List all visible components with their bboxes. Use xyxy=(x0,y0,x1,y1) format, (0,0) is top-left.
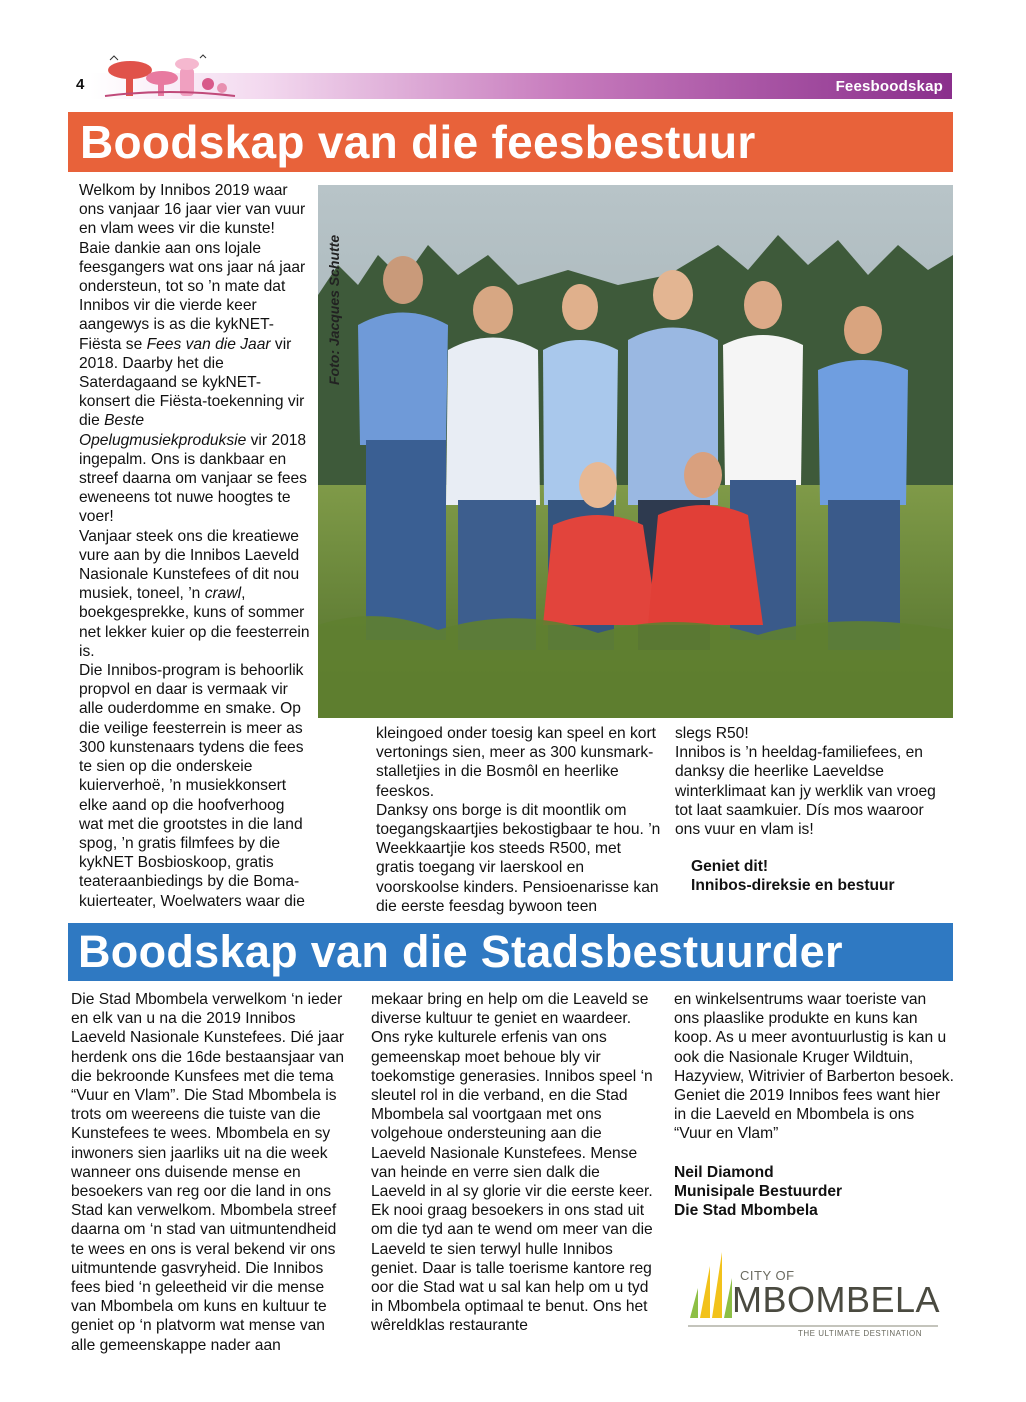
signoff-line: Geniet dit! xyxy=(691,858,769,876)
paragraph: slegs R50! xyxy=(675,725,749,742)
signoff-line: Munisipale Bestuurder xyxy=(674,1182,843,1200)
paragraph: Welkom by Innibos 2019 waar ons vanjaar 16 jaar vier van vuur en vlam wees vir die kunste! xyxy=(79,182,306,238)
paragraph: Ek nooi graag besoekers in ons stad uit om die tyd aan te wend om meer van die Laeveld te sien terwyl hulle Innibos geniet. Daar is talle toerisme kantore reg oor die Stad wat u sal kan help om u tyd in Mbombela optimaal te benut. Ons het wêreldklas restaurante xyxy=(371,1202,653,1335)
logo-tagline: THE ULTIMATE DESTINATION xyxy=(798,1329,923,1338)
signoff-line: Die Stad Mbombela xyxy=(674,1202,818,1220)
paragraph: Baie dankie aan ons lojale feesgangers wat ons jaar ná jaar ondersteun, tot so ’n mate dat Innibos vir die vierde keer aangewys is as die kykNET-Fiësta se Fees van die Jaar vir 2018. Daarby het die Saterdagaand se kykNET-konsert die Fiësta-toekenning vir die Beste Opelugmusiekproduksie vir 2018 ingepalm. Ons is dankbaar en streef daarna om vanjaar se fees eweneens tot nuwe hoogtes te voer! xyxy=(79,239,307,526)
section-label: Feesboodskap xyxy=(835,78,943,95)
article2-column-1 xyxy=(71,990,353,1355)
paragraph: Vanjaar steek ons die kreatiewe vure aan by die Innibos Laeveld Nasionale Kunstefees of dit nou musiek, toneel, ’n crawl, boekgesprekke, kuns of sommer net lekker kuier op die feesterrein is. xyxy=(79,527,310,660)
article-heading-feesbestuur: Boodskap van die feesbestuur xyxy=(68,112,953,172)
photo-credit: Foto: Jacques Schutte xyxy=(326,234,342,385)
page-number: 4 xyxy=(76,76,85,93)
paragraph: mekaar bring en help om die Leaveld se diverse kultuur te geniet en waardeer. Ons ryke kulturele erfenis van ons gemeenskap moet behoue bly vir toekomstige generasies. Innibos speel ‘n sleutel rol in die verband, en die Stad Mbombela sal voortgaan met ons volgehoue ondersteuning aan die Laeveld Nasionale Kunstefees. Mense van heinde en verre sien dalk die Laeveld in al sy glorie vir die eerste keer. xyxy=(371,991,653,1201)
city-of-mbombela-logo xyxy=(688,1248,948,1342)
article1-column-1 xyxy=(79,181,312,911)
signoff-line: Innibos-direksie en bestuur xyxy=(691,877,895,895)
paragraph: Die Innibos-program is behoorlik propvol en daar is vermaak vir alle ouderdomme en smake. Op die veilige feesterrein is meer as 300 kunstenaars tydens die fees te sien op die onderskeie kuierverhoë, ’n musiekkonsert elke aand op die hoofverhoog wat met die grootstes in die land spog, ’n gratis filmfees by die kykNET Bosbioskoop, gratis teateraanbiedings by die Boma-kuierteater, Woelwaters waar die xyxy=(79,662,305,910)
paragraph: Innibos is ’n heeldag-familiefees, en danksy die heerlike Laeveldse winterklimaat kan jy werklik van vroeg tot laat saamkuier. Dís mos waaroor ons vuur en vlam is! xyxy=(675,744,936,839)
article2-column-2 xyxy=(371,990,656,1336)
festival-logo-illustration xyxy=(100,48,240,100)
signoff-line: Neil Diamond xyxy=(674,1163,774,1181)
article-heading-stadsbestuurder: Boodskap van die Stadsbestuurder xyxy=(68,923,953,981)
paragraph: en winkelsentrums waar toeriste van ons plaaslike produkte en kuns kan koop. As u meer avontuurlustig is kan u ook die Nasionale Kruger Wildtuin, Hazyview, Witrivier of Barberton besoek. xyxy=(674,991,954,1085)
paragraph: Danksy ons borge is dit moontlik om toegangskaartjies bekostigbaar te hou. ’n Weekkaartjie kos steeds R500, met gratis toegang vir laerskool en voorskoolse kinders. Pensioenarisse kan die eerste feesdag bywoon teen xyxy=(376,801,661,915)
logo-city-of: CITY OF xyxy=(740,1268,795,1283)
logo-name: MBOMBELA xyxy=(732,1279,941,1320)
article1-column-2 xyxy=(376,724,661,916)
group-photo xyxy=(318,185,953,718)
paragraph: kleingoed onder toesig kan speel en kort vertonings sien, meer as 300 kunsmark-stalletjies in die Bosmôl en heerlike feeskos. xyxy=(376,725,657,800)
article2-column-3 xyxy=(674,990,954,1220)
paragraph: Die Stad Mbombela verwelkom ‘n ieder en elk van u na die 2019 Innibos Laeveld Nasionale Kunstefees. Dié jaar herdenk ons die 16de bestaansjaar van die bekroonde Kunsfees met die tema “Vuur en Vlam”. Die Stad Mbombela is trots om weereens die tuiste van die Kunstefees te wees. Mbombela en sy inwoners sien jaarliks uit na die week wanneer ons duisende mense en besoekers van reg oor die land in ons Stad kan verwelkom. Mbombela streef daarna om ‘n stad van uitmuntendheid te wees en ons is veral bekend vir ons uitmuntende gasvryheid. Die Innibos fees bied ‘n geleetheid vir die mense van Mbombela om kuns en kultuur te geniet op ‘n platvorm wat mense van alle gemeenskappe nader aan xyxy=(71,991,345,1354)
paragraph: Geniet die 2019 Innibos fees want hier in die Laeveld en Mbombela is ons “Vuur en Vlam” xyxy=(674,1087,941,1143)
article1-column-3 xyxy=(675,724,945,896)
